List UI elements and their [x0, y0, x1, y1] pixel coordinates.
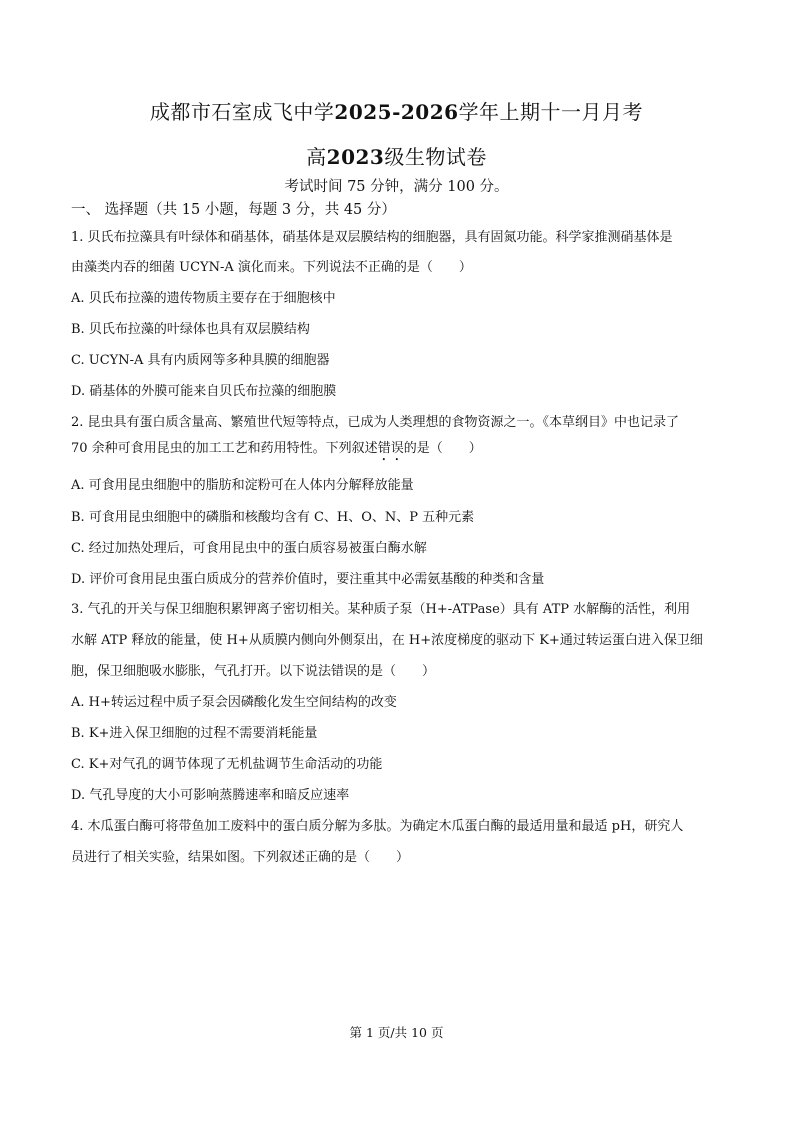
q3-option-a: A. H+转运过程中质子泵会因磷酸化发生空间结构的改变 [71, 695, 397, 710]
q2-stem-line2 [71, 440, 482, 464]
title-school: 成都市石室成飞中学 [149, 100, 335, 124]
q3-stem-line3: 胞，保卫细胞吸水膨胀，气孔打开。以下说法错误的是（ ） [71, 664, 436, 679]
title-grade-prefix: 高 [306, 145, 327, 169]
page-footer: 第 1 页/共 10 页 [349, 1025, 444, 1040]
q2-option-c: C. 经过加热处理后，可食用昆虫中的蛋白质容易被蛋白酶水解 [71, 541, 427, 556]
q3-stem-line1: 3. 气孔的开关与保卫细胞积累钾离子密切相关。某种质子泵（H+-ATPase）具有 ATP 水解酶的活性，利用 [71, 602, 691, 617]
title-years: 2025-2026 [334, 100, 459, 124]
q1-option-a: A. 贝氏布拉藻的遗传物质主要存在于细胞核中 [71, 291, 336, 306]
exam-title-line1 [0, 96, 793, 125]
q2-stem-line1: 2. 昆虫具有蛋白质含量高、繁殖世代短等特点，已成为人类理想的食物资源之一。《本草纲目》中也记录了 [71, 415, 680, 430]
title-term: 学年上期十一月月考 [458, 100, 644, 124]
title-subject: 级生物试卷 [384, 145, 487, 169]
q1-option-d: D. 硝基体的外膜可能来自贝氏布拉藻的细胞膜 [71, 384, 337, 399]
q2-option-a: A. 可食用昆虫细胞中的脂肪和淀粉可在人体内分解释放能量 [71, 478, 414, 493]
exam-info: 考试时间 75 分钟，满分 100 分。 [284, 179, 509, 195]
q1-option-b: B. 贝氏布拉藻的叶绿体也具有双层膜结构 [71, 322, 310, 337]
q2-option-b: B. 可食用昆虫细胞中的磷脂和核酸均含有 C、H、O、N、P 五种元素 [71, 510, 475, 525]
title-grade-year: 2023 [326, 145, 385, 169]
q1-stem-line2: 由藻类内吞的细菌 UCYN-A 演化而来。下列说法不正确的是（ ） [71, 260, 472, 275]
section-heading: 一、 选择题（共 15 小题，每题 3 分，共 45 分） [71, 202, 396, 218]
q2-emphasis-mark: 错误 [377, 441, 404, 456]
q1-stem-line1: 1. 贝氏布拉藻具有叶绿体和硝基体，硝基体是双层膜结构的细胞器，具有固氮功能。科学家推测硝基体是 [71, 230, 673, 245]
q3-stem-line2: 水解 ATP 释放的能量，使 H+从质膜内侧向外侧泵出，在 H+浓度梯度的驱动下 K+通过转运蛋白进入保卫细 [71, 633, 703, 648]
q4-stem-line2: 员进行了相关实验，结果如图。下列叙述正确的是（ ） [71, 850, 410, 865]
exam-title-line2 [0, 141, 793, 170]
q3-option-d: D. 气孔导度的大小可影响蒸腾速率和暗反应速率 [71, 788, 350, 803]
q3-option-c: C. K+对气孔的调节体现了无机盐调节生命活动的功能 [71, 757, 383, 772]
q2-option-d: D. 评价可食用昆虫蛋白质成分的营养价值时，要注重其中必需氨基酸的种类和含量 [71, 572, 545, 587]
q4-stem-line1: 4. 木瓜蛋白酶可将带鱼加工废料中的蛋白质分解为多肽。为确定木瓜蛋白酶的最适用量和最适 pH，研究人 [71, 819, 684, 834]
q2-stem-line2-before: 70 余种可食用昆虫的加工工艺和药用特性。下列叙述 [71, 441, 378, 456]
q1-option-c: C. UCYN-A 具有内质网等多种具膜的细胞器 [71, 353, 330, 368]
q2-stem-line2-after: 的是（ ） [403, 441, 482, 456]
q3-option-b: B. K+进入保卫细胞的过程不需要消耗能量 [71, 726, 318, 741]
